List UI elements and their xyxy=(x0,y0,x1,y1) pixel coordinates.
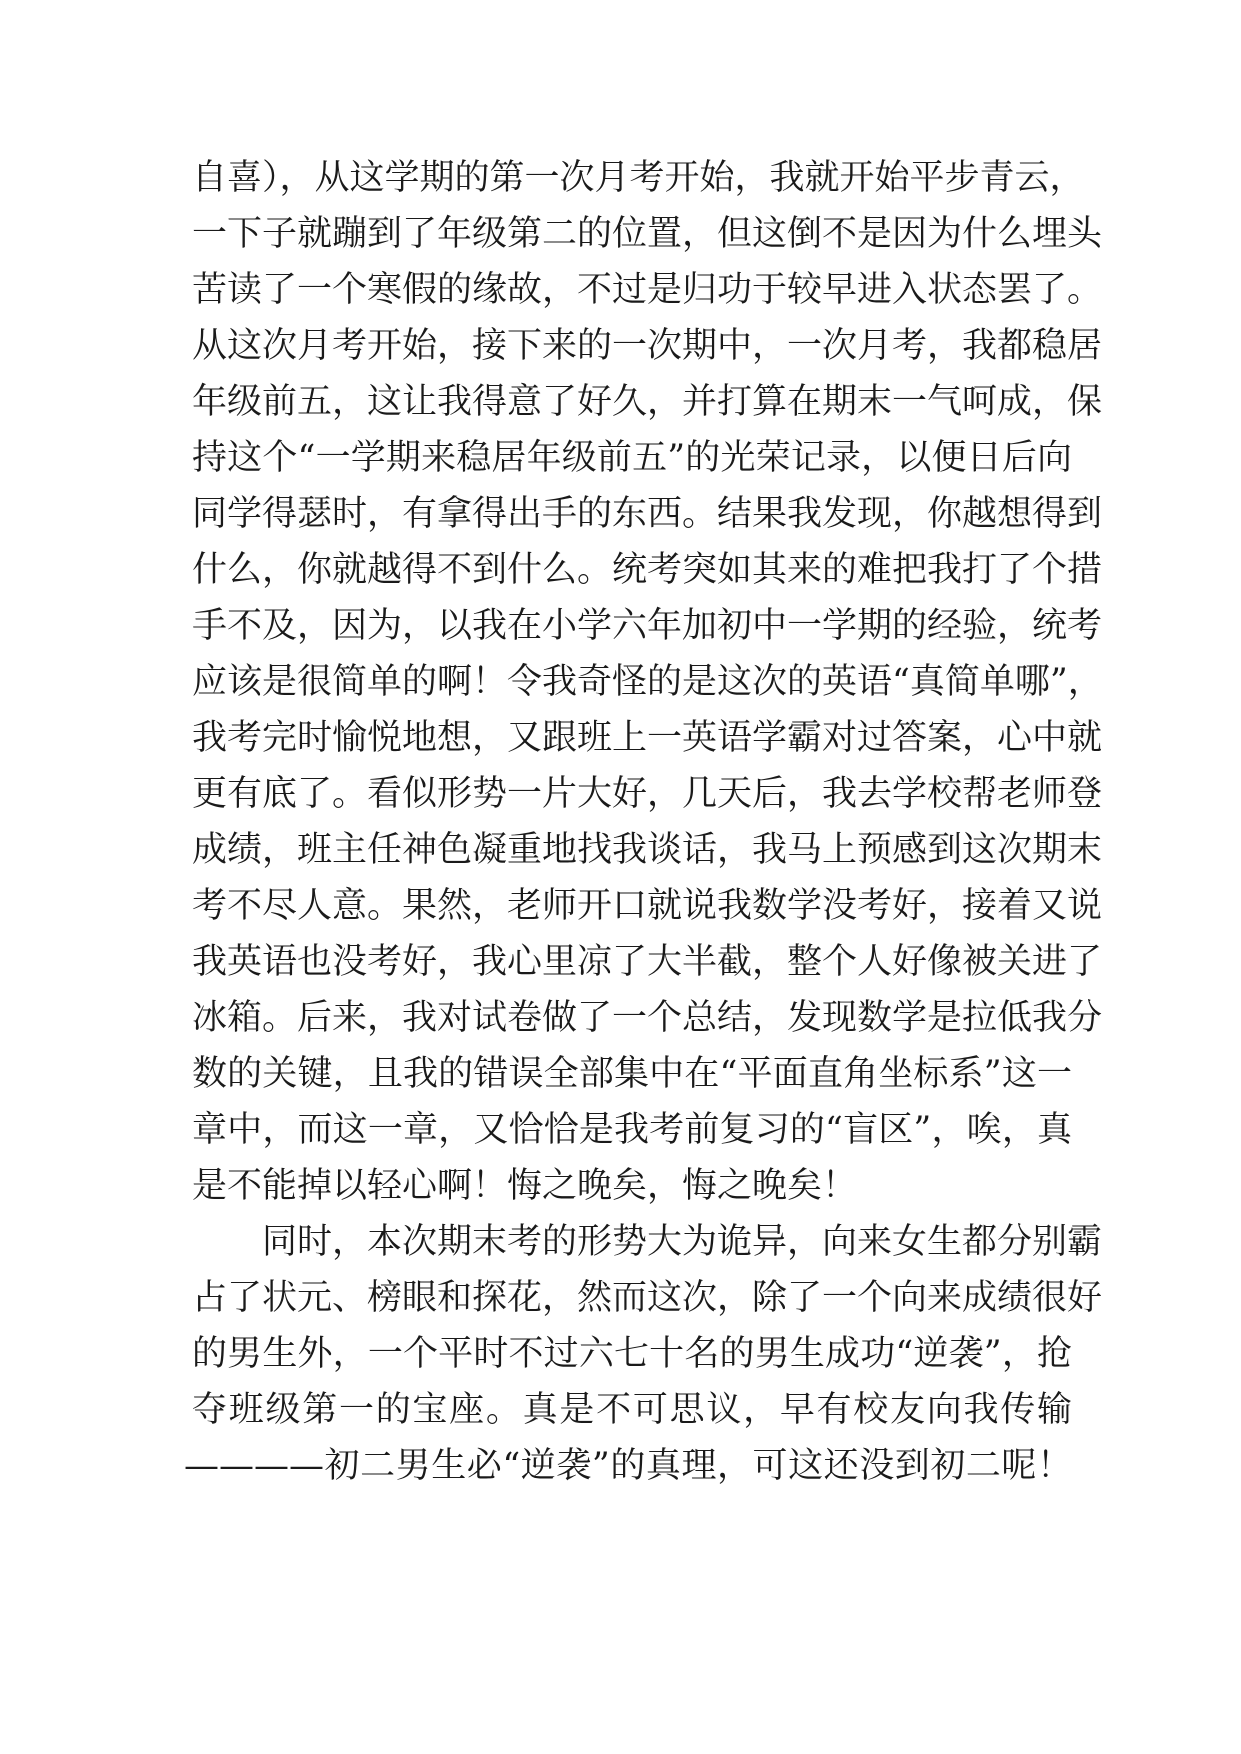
text-line: 成绩，班主任神色凝重地找我谈话，我马上预感到这次期末 xyxy=(192,830,1103,870)
text-line: 我英语也没考好，我心里凉了大半截，整个人好像被关进了 xyxy=(192,942,1103,982)
paragraph-end-line: 是不能掉以轻心啊！悔之晚矣，悔之晚矣！ xyxy=(192,1166,858,1206)
text-line: 手不及，因为，以我在小学六年加初中一学期的经验，统考 xyxy=(192,606,1103,646)
body-text xyxy=(184,150,1103,1494)
text-line: 我考完时愉悦地想，又跟班上一英语学霸对过答案，心中就 xyxy=(192,718,1103,758)
text-line: 占了状元、榜眼和探花，然而这次，除了一个向来成绩很好 xyxy=(192,1278,1103,1318)
text-line: 夺班级第一的宝座。真是不可思议，早有校友向我传输 xyxy=(192,1390,1072,1430)
text-line: 自喜），从这学期的第一次月考开始，我就开始平步青云， xyxy=(192,158,1085,198)
text-line: 苦读了一个寒假的缘故，不过是归功于较早进入状态罢了。 xyxy=(192,270,1103,310)
text-line: 一下子就蹦到了年级第二的位置，但这倒不是因为什么埋头 xyxy=(192,214,1103,254)
text-line: ————初二男生必“逆袭”的真理，可这还没到初二呢！ xyxy=(184,1446,1072,1486)
text-line: 更有底了。看似形势一片大好，几天后，我去学校帮老师登 xyxy=(192,774,1103,814)
text-line: 考不尽人意。果然，老师开口就说我数学没考好，接着又说 xyxy=(192,886,1103,926)
paragraph-start-line: 同时，本次期末考的形势大为诡异，向来女生都分别霸 xyxy=(262,1222,1103,1262)
text-line: 持这个“一学期来稳居年级前五”的光荣记录，以便日后向 xyxy=(192,438,1072,478)
text-line: 数的关键，且我的错误全部集中在“平面直角坐标系”这一 xyxy=(192,1054,1072,1094)
text-line: 冰箱。后来，我对试卷做了一个总结，发现数学是拉低我分 xyxy=(192,998,1103,1038)
text-line: 的男生外，一个平时不过六七十名的男生成功“逆袭”，抢 xyxy=(192,1334,1072,1374)
text-line: 章中，而这一章，又恰恰是我考前复习的“盲区”，唉，真 xyxy=(192,1110,1072,1150)
text-line: 从这次月考开始，接下来的一次期中，一次月考，我都稳居 xyxy=(192,326,1103,366)
text-line: 应该是很简单的啊！令我奇怪的是这次的英语“真简单哪”， xyxy=(192,662,1103,702)
text-line: 什么，你就越得不到什么。统考突如其来的难把我打了个措 xyxy=(192,550,1103,590)
text-line: 同学得瑟时，有拿得出手的东西。结果我发现，你越想得到 xyxy=(192,494,1103,534)
text-line: 年级前五，这让我得意了好久，并打算在期末一气呵成，保 xyxy=(192,382,1103,422)
